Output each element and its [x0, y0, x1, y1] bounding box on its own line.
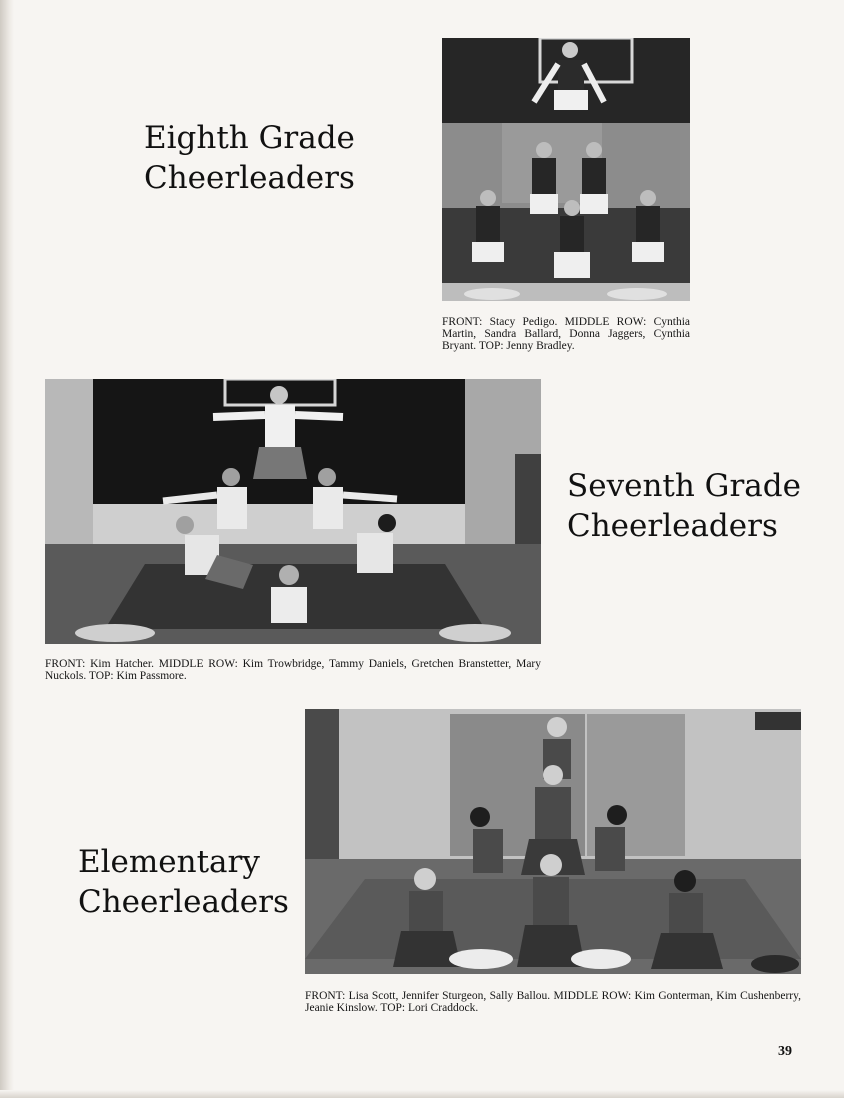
seventh-grade-caption: FRONT: Kim Hatcher. MIDDLE ROW: Kim Trowbridge, Tammy Daniels, Gretchen Branstetter, Mary Nuckols. TOP: Kim Passmore. — [45, 658, 541, 682]
seventh-grade-photo — [45, 379, 541, 644]
elementary-photo — [305, 709, 801, 974]
elementary-heading: Elementary Cheerleaders — [78, 844, 289, 920]
eighth-grade-heading: Eighth Grade Cheerleaders — [144, 120, 355, 196]
eighth-grade-caption: FRONT: Stacy Pedigo. MIDDLE ROW: Cynthia Martin, Sandra Ballard, Donna Jaggers, Cynthia Bryant. TOP: Jenny Bradley. — [442, 316, 690, 352]
seventh-grade-heading: Seventh Grade Cheerleaders — [567, 468, 801, 544]
page-binding-edge — [0, 0, 14, 1098]
eighth-grade-photo — [442, 38, 690, 301]
page-bottom-edge — [0, 1090, 844, 1098]
page-number: 39 — [778, 1044, 792, 1059]
elementary-caption: FRONT: Lisa Scott, Jennifer Sturgeon, Sally Ballou. MIDDLE ROW: Kim Gonterman, Kim Cushenberry, Jeanie Kinslow. TOP: Lori Craddock. — [305, 990, 801, 1014]
